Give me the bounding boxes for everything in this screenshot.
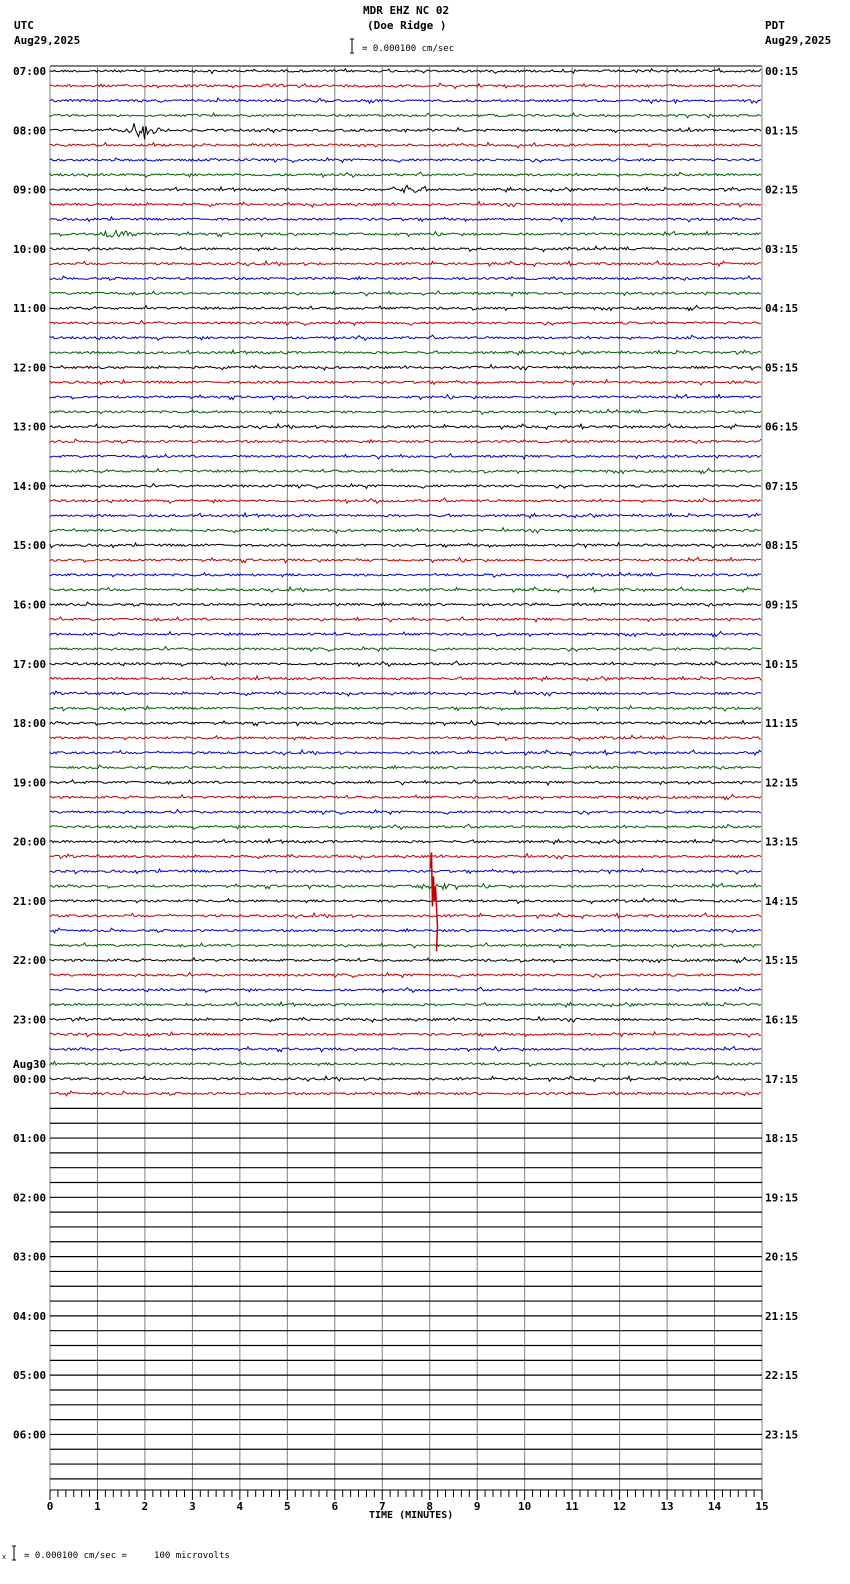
x-tick-label: 0 xyxy=(46,1500,54,1513)
utc-hour-label: 18:00 xyxy=(13,717,47,731)
x-tick-label: 7 xyxy=(378,1500,386,1513)
event-spike xyxy=(430,852,437,951)
utc-hour-label: 07:00 xyxy=(13,65,47,78)
pdt-hour-label: 17:15 xyxy=(765,1072,799,1086)
utc-hour-label: 06:00 xyxy=(13,1428,47,1442)
trace-line xyxy=(50,498,761,503)
trace-line xyxy=(50,217,761,222)
pdt-hour-label: 21:15 xyxy=(765,1309,799,1323)
trace-line xyxy=(50,1047,761,1052)
trace-line xyxy=(50,943,761,948)
utc-hour-label: 15:00 xyxy=(13,539,47,553)
utc-hour-label: 19:00 xyxy=(13,776,47,790)
utc-hour-label: 05:00 xyxy=(13,1369,47,1383)
utc-hour-label: 04:00 xyxy=(13,1309,47,1323)
left-date: Aug29,2025 xyxy=(14,34,81,47)
utc-hour-label: 12:00 xyxy=(13,361,47,375)
svg-text:x: x xyxy=(2,1553,7,1561)
trace-line xyxy=(50,691,761,696)
utc-hour-label: 22:00 xyxy=(13,954,47,968)
trace-line xyxy=(50,765,761,769)
x-tick-label: 14 xyxy=(707,1500,722,1513)
trace-line xyxy=(50,424,761,429)
trace-line xyxy=(50,1076,761,1081)
trace-line xyxy=(50,1091,761,1096)
trace-line xyxy=(50,68,761,73)
trace-line xyxy=(50,1002,761,1007)
trace-line xyxy=(50,335,761,340)
trace-line xyxy=(50,839,761,844)
trace-line xyxy=(50,513,761,518)
pdt-hour-label: 05:15 xyxy=(765,361,799,375)
utc-hour-label: 08:00 xyxy=(13,124,47,138)
trace-line xyxy=(50,587,761,592)
x-tick-label: 13 xyxy=(660,1500,674,1513)
x-tick-label: 10 xyxy=(518,1500,532,1513)
trace-line xyxy=(50,454,761,459)
pdt-hour-label: 08:15 xyxy=(765,539,799,553)
trace-line xyxy=(50,884,761,891)
utc-hour-label: 16:00 xyxy=(13,598,47,612)
utc-hour-label: 02:00 xyxy=(13,1191,47,1205)
trace-line xyxy=(50,676,761,681)
trace-line xyxy=(50,973,761,978)
trace-line xyxy=(50,439,761,443)
trace-line xyxy=(50,854,761,859)
utc-hour-label: 13:00 xyxy=(13,420,47,434)
trace-line xyxy=(50,721,761,726)
trace-line xyxy=(50,543,761,548)
x-tick-label: 12 xyxy=(612,1500,627,1513)
trace-line xyxy=(50,113,761,118)
right-date: Aug29,2025 xyxy=(765,34,832,47)
header-scale-label: = 0.000100 cm/sec xyxy=(362,44,455,54)
trace-line xyxy=(50,780,761,785)
footer-scale-bar-icon xyxy=(12,1546,16,1560)
x-tick-label: 1 xyxy=(94,1500,101,1513)
pdt-hour-label: 18:15 xyxy=(765,1132,799,1146)
x-tick-label: 5 xyxy=(284,1500,291,1513)
trace-line xyxy=(50,557,761,562)
utc-hour-label: 09:00 xyxy=(13,183,47,197)
pdt-hour-label: 09:15 xyxy=(765,598,799,612)
trace-line xyxy=(50,1017,761,1022)
trace-line xyxy=(50,824,761,829)
trace-line xyxy=(50,468,761,473)
trace-line xyxy=(50,869,761,874)
pdt-hour-label: 15:15 xyxy=(765,954,799,968)
utc-hour-label: 00:00 xyxy=(13,1072,47,1086)
trace-line xyxy=(50,83,761,88)
trace-line xyxy=(50,185,761,192)
date-change-label: Aug30 xyxy=(13,1057,47,1071)
trace-line xyxy=(50,143,761,148)
trace-line xyxy=(50,528,761,533)
trace-line xyxy=(50,158,761,163)
x-tick-label: 9 xyxy=(473,1500,481,1513)
trace-line xyxy=(50,928,761,933)
left-timezone: UTC xyxy=(14,19,34,32)
scale-bar-icon xyxy=(350,39,354,53)
pdt-hour-label: 20:15 xyxy=(765,1250,799,1264)
trace-line xyxy=(50,958,761,963)
trace-line xyxy=(50,1061,761,1066)
utc-hour-label: 01:00 xyxy=(13,1132,47,1146)
pdt-hour-label: 07:15 xyxy=(765,479,799,493)
x-tick-label: 6 xyxy=(331,1500,339,1513)
station-title: MDR EHZ NC 02 xyxy=(363,4,450,17)
utc-hour-label: 10:00 xyxy=(13,242,47,256)
trace-line xyxy=(50,380,761,385)
trace-line xyxy=(50,484,761,489)
footer-scale-label: = 0.000100 cm/sec = 100 microvolts xyxy=(24,1551,230,1561)
trace-line xyxy=(50,987,761,992)
trace-line xyxy=(50,350,761,355)
pdt-hour-label: 13:15 xyxy=(765,835,799,849)
pdt-hour-label: 03:15 xyxy=(765,242,799,256)
utc-hour-label: 20:00 xyxy=(13,835,47,849)
x-tick-label: 15 xyxy=(755,1500,769,1513)
pdt-hour-label: 16:15 xyxy=(765,1013,799,1027)
trace-line xyxy=(50,661,761,666)
trace-line xyxy=(50,172,761,177)
trace-line xyxy=(50,632,761,637)
utc-hour-label: 17:00 xyxy=(13,657,47,671)
trace-line xyxy=(50,913,761,918)
utc-hour-label: 23:00 xyxy=(13,1013,47,1027)
x-tick-label: 2 xyxy=(141,1500,149,1513)
pdt-hour-label: 06:15 xyxy=(765,420,799,434)
utc-hour-label: 21:00 xyxy=(13,894,47,908)
trace-line xyxy=(50,1032,761,1037)
x-axis-label: TIME (MINUTES) xyxy=(369,1510,454,1521)
trace-line xyxy=(50,230,761,237)
trace-line xyxy=(50,246,761,251)
pdt-hour-label: 23:15 xyxy=(765,1428,799,1442)
pdt-hour-label: 02:15 xyxy=(765,183,799,197)
x-tick-label: 8 xyxy=(426,1500,434,1513)
trace-line xyxy=(50,647,761,652)
trace-line xyxy=(50,365,761,370)
trace-line xyxy=(50,276,761,280)
trace-line xyxy=(50,98,761,103)
trace-line xyxy=(50,617,761,622)
pdt-hour-label: 10:15 xyxy=(765,657,799,671)
trace-line xyxy=(50,795,761,800)
trace-line xyxy=(50,602,761,606)
pdt-hour-label: 01:15 xyxy=(765,124,799,138)
trace-line xyxy=(50,305,761,310)
pdt-hour-label: 11:15 xyxy=(765,717,799,731)
pdt-hour-label: 22:15 xyxy=(765,1369,799,1383)
trace-line xyxy=(50,320,761,325)
pdt-hour-label: 14:15 xyxy=(765,894,799,908)
trace-line xyxy=(50,291,761,296)
trace-line xyxy=(50,735,761,740)
trace-line xyxy=(50,750,761,755)
station-subtitle: (Doe Ridge ) xyxy=(367,19,447,32)
x-tick-label: 11 xyxy=(565,1500,579,1513)
pdt-hour-label: 00:15 xyxy=(765,65,799,78)
trace-line xyxy=(50,706,761,711)
pdt-hour-label: 19:15 xyxy=(765,1191,799,1205)
pdt-hour-label: 04:15 xyxy=(765,302,799,316)
utc-hour-label: 03:00 xyxy=(13,1250,47,1264)
trace-line xyxy=(50,409,761,414)
utc-hour-label: 14:00 xyxy=(13,479,47,493)
trace-line xyxy=(50,572,761,577)
x-tick-label: 4 xyxy=(236,1500,244,1513)
pdt-hour-label: 12:15 xyxy=(765,776,799,790)
trace-line xyxy=(50,261,761,266)
trace-line xyxy=(50,123,761,139)
trace-line xyxy=(50,810,761,815)
trace-line xyxy=(50,898,761,903)
trace-line xyxy=(50,394,761,399)
utc-hour-label: 11:00 xyxy=(13,302,47,316)
right-timezone: PDT xyxy=(765,19,785,32)
trace-line xyxy=(50,202,761,207)
x-tick-label: 3 xyxy=(189,1500,196,1513)
